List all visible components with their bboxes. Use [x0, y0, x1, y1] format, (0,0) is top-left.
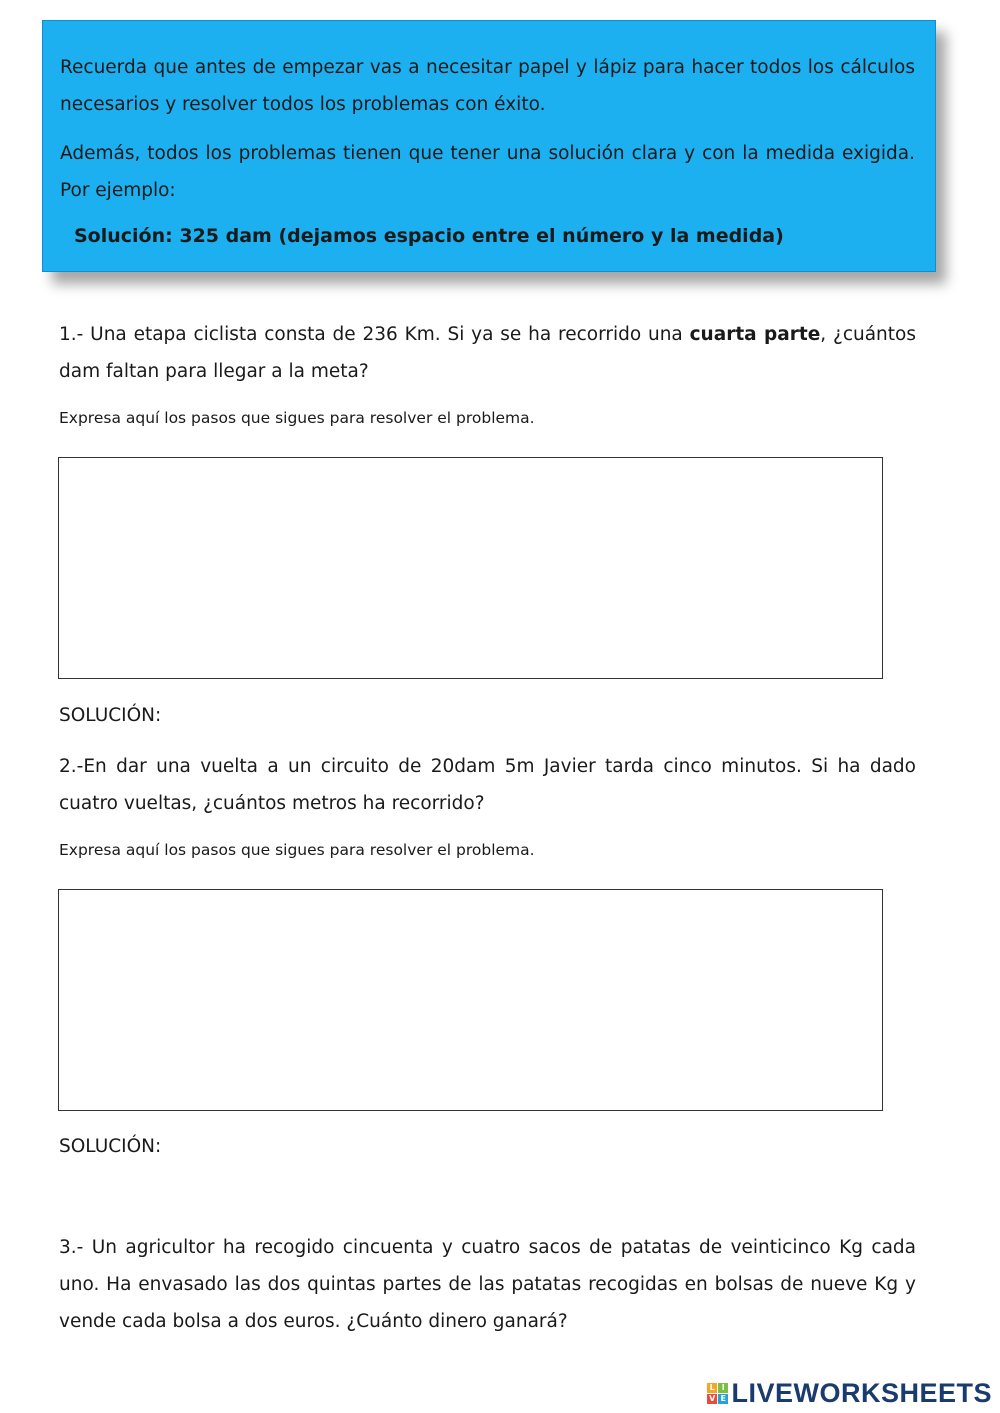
problem-1-emphasis: cuarta parte — [689, 324, 821, 345]
logo-letter-e: E — [718, 1394, 728, 1404]
liveworksheets-text: LIVEWORKSHEETS — [731, 1378, 992, 1408]
logo-letter-l: L — [707, 1383, 717, 1393]
problem-1-answer-box[interactable] — [58, 457, 883, 679]
problem-1 — [59, 316, 916, 390]
logo-letter-i: I — [718, 1383, 728, 1393]
intro-paragraph-1: Recuerda que antes de empezar vas a necesitar papel y lápiz para hacer todos los cálculos necesarios y resolver todos los problemas con éxito. — [60, 57, 915, 115]
problem-2 — [59, 748, 916, 822]
problem-2-answer-box[interactable] — [58, 889, 883, 1111]
problem-3 — [59, 1229, 916, 1340]
problem-2-solution-label: SOLUCIÓN: — [59, 1136, 162, 1157]
intro-paragraph-2: Además, todos los problemas tienen que tener una solución clara y con la medida exigida. Por ejemplo: — [60, 143, 915, 201]
logo-letter-v: V — [709, 1394, 716, 1403]
liveworksheets-icon — [707, 1383, 728, 1404]
liveworksheets-logo — [707, 1378, 992, 1409]
problem-1-text — [59, 316, 916, 390]
problem-2-text: 2.-En dar una vuelta a un circuito de 20dam 5m Javier tarda cinco minutos. Si ha dado cuatro vueltas, ¿cuántos metros ha recorrido? — [59, 756, 916, 814]
problem-1-text-start: 1.- Una etapa ciclista consta de 236 Km. Si ya se ha recorrido una — [59, 324, 690, 345]
intro-box — [42, 20, 936, 272]
intro-example: Solución: 325 dam (dejamos espacio entre el número y la medida) — [74, 225, 784, 247]
problem-1-hint: Expresa aquí los pasos que sigues para resolver el problema. — [59, 409, 535, 427]
problem-1-text-end: , ¿cuántos dam faltan para llegar a la meta? — [59, 324, 916, 382]
problem-2-hint: Expresa aquí los pasos que sigues para resolver el problema. — [59, 841, 535, 859]
problem-1-solution-label: SOLUCIÓN: — [59, 705, 162, 726]
problem-3-text: 3.- Un agricultor ha recogido cincuenta y cuatro sacos de patatas de veinticinco Kg cada uno. Ha envasado las dos quintas partes de las patatas recogidas en bolsas de nueve Kg y vende cada bolsa a dos euros. ¿Cuánto dinero ganará? — [59, 1237, 916, 1332]
